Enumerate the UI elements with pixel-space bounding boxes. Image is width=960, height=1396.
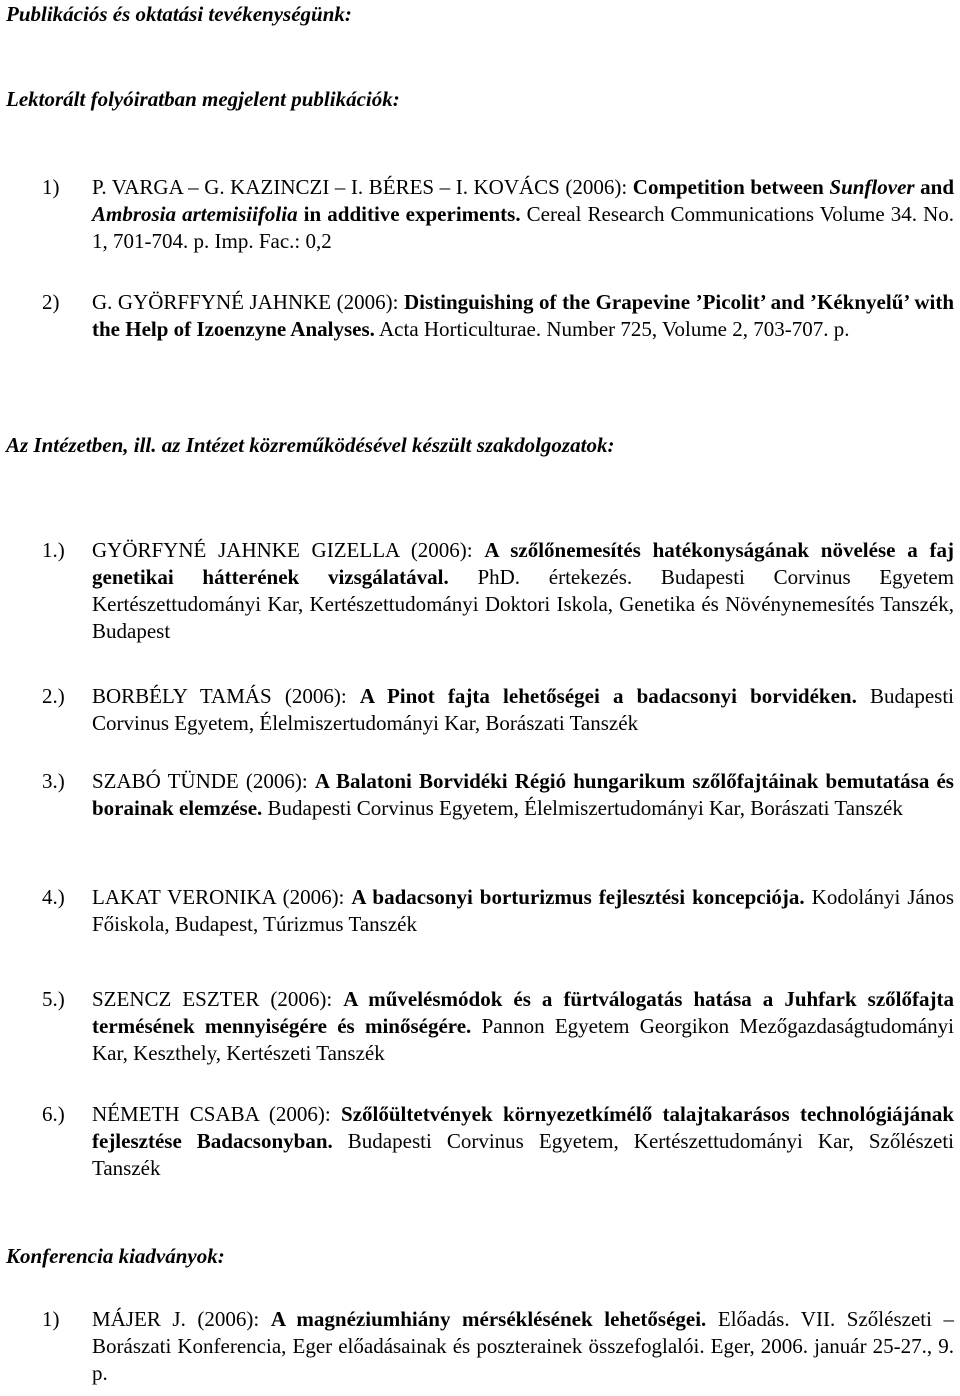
entry-title: A művelésmódok és a fürtválogatás hatása a Juhfark szőlőfajta termésének mennyiségére és minőségére. (92, 987, 954, 1038)
entry-title: Szőlőültetvények környezetkímélő talajtakarásos technológiájának fejlesztése Badacsonyban. (92, 1102, 954, 1153)
entry-text (92, 1101, 954, 1182)
entry-title: A szőlőnemesítés hatékonyságának növelése a faj genetikai hátterének vizsgálatával. (92, 538, 954, 589)
entry-authors: MÁJER J. (2006): (92, 1307, 271, 1331)
entry-source: Előadás. VII. Szőlészeti –Borászati Konferencia, Eger előadásainak és poszterainek összefoglalói. Eger, 2006. január 25-27., 9. p. (92, 1307, 955, 1385)
entry-text (92, 884, 954, 938)
entry-text (92, 1306, 954, 1387)
publication-entry (42, 289, 954, 343)
entry-text (92, 768, 954, 822)
entry-authors: LAKAT VERONIKA (2006): (92, 885, 352, 909)
entry-authors: BORBÉLY TAMÁS (2006): (92, 684, 360, 708)
publication-entry (42, 174, 954, 255)
entry-authors: P. VARGA – G. KAZINCZI – I. BÉRES – I. KOVÁCS (2006): (92, 175, 633, 199)
entry-authors: SZABÓ TÜNDE (2006): (92, 769, 315, 793)
entry-title: A Balatoni Borvidéki Régió hungarikum szőlőfajtáinak bemutatása és borainak elemzése. (92, 769, 954, 820)
page-title: Publikációs és oktatási tevékenységünk: (6, 2, 352, 26)
entry-number: 1) (42, 175, 60, 199)
thesis-entry (42, 768, 954, 822)
entry-title: A magnéziumhiány mérséklésének lehetőségei. (270, 1307, 707, 1331)
entry-number: 3.) (42, 769, 65, 793)
entry-number: 5.) (42, 987, 65, 1011)
thesis-entry (42, 884, 954, 938)
entry-title: A Pinot fajta lehetőségei a badacsonyi borvidéken. (359, 684, 857, 708)
entry-title: A badacsonyi borturizmus fejlesztési koncepciója. (351, 885, 805, 909)
thesis-entry (42, 537, 954, 645)
section-heading-conference: Konferencia kiadványok: (6, 1244, 225, 1268)
entry-text (92, 174, 954, 255)
entry-title: Distinguishing of the Grapevine ’Picolit’ and ’Kéknyelű’ with the Help of Izoenzyne Analyses. (92, 290, 954, 341)
entry-authors: GYÖRFYNÉ JAHNKE GIZELLA (2006): (92, 538, 485, 562)
entry-source: PhD. értekezés. Budapesti Corvinus Egyetem Kertészettudományi Kar, Kertészettudományi Doktori Iskola, Genetika és Növénynemesítés Tanszék, Budapest (92, 565, 954, 643)
entry-text (92, 986, 954, 1067)
entry-authors: NÉMETH CSABA (2006): (92, 1102, 342, 1126)
entry-source: Cereal Research Communications Volume 34. No. 1, 701-704. p. Imp. Fac.: 0,2 (92, 202, 954, 253)
thesis-entry (42, 986, 954, 1067)
entry-text (92, 537, 954, 645)
entry-number: 1) (42, 1307, 60, 1331)
section-heading-journal-publications: Lektorált folyóiratban megjelent publikációk: (6, 87, 400, 111)
entry-text (92, 289, 954, 343)
section-heading-theses: Az Intézetben, ill. az Intézet közreműködésével készült szakdolgozatok: (6, 433, 615, 457)
entry-source: Budapesti Corvinus Egyetem, Kertészettudományi Kar, Szőlészeti Tanszék (92, 1129, 954, 1180)
entry-authors: G. GYÖRFFYNÉ JAHNKE (2006): (92, 290, 404, 314)
entry-number: 1.) (42, 538, 65, 562)
entry-source: Budapesti Corvinus Egyetem, Élelmiszertudományi Kar, Borászati Tanszék (262, 796, 903, 820)
thesis-entry (42, 683, 954, 737)
entry-source: Kodolányi János Főiskola, Budapest, Túrizmus Tanszék (92, 885, 954, 936)
entry-number: 2.) (42, 684, 65, 708)
entry-source: Acta Horticulturae. Number 725, Volume 2, 703-707. p. (374, 317, 850, 341)
entry-number: 2) (42, 290, 60, 314)
thesis-entry (42, 1101, 954, 1182)
entry-title: Competition between Sunflover and Ambrosia artemisiifolia in additive experiments. (92, 175, 954, 226)
conference-entry (42, 1306, 954, 1387)
entry-number: 4.) (42, 885, 65, 909)
entry-source: Pannon Egyetem Georgikon Mezőgazdaságtudományi Kar, Keszthely, Kertészeti Tanszék (92, 1014, 955, 1065)
entry-number: 6.) (42, 1102, 65, 1126)
entry-source: Budapesti Corvinus Egyetem, Élelmiszertudományi Kar, Borászati Tanszék (92, 684, 954, 735)
entry-authors: SZENCZ ESZTER (2006): (92, 987, 344, 1011)
entry-text (92, 683, 954, 737)
